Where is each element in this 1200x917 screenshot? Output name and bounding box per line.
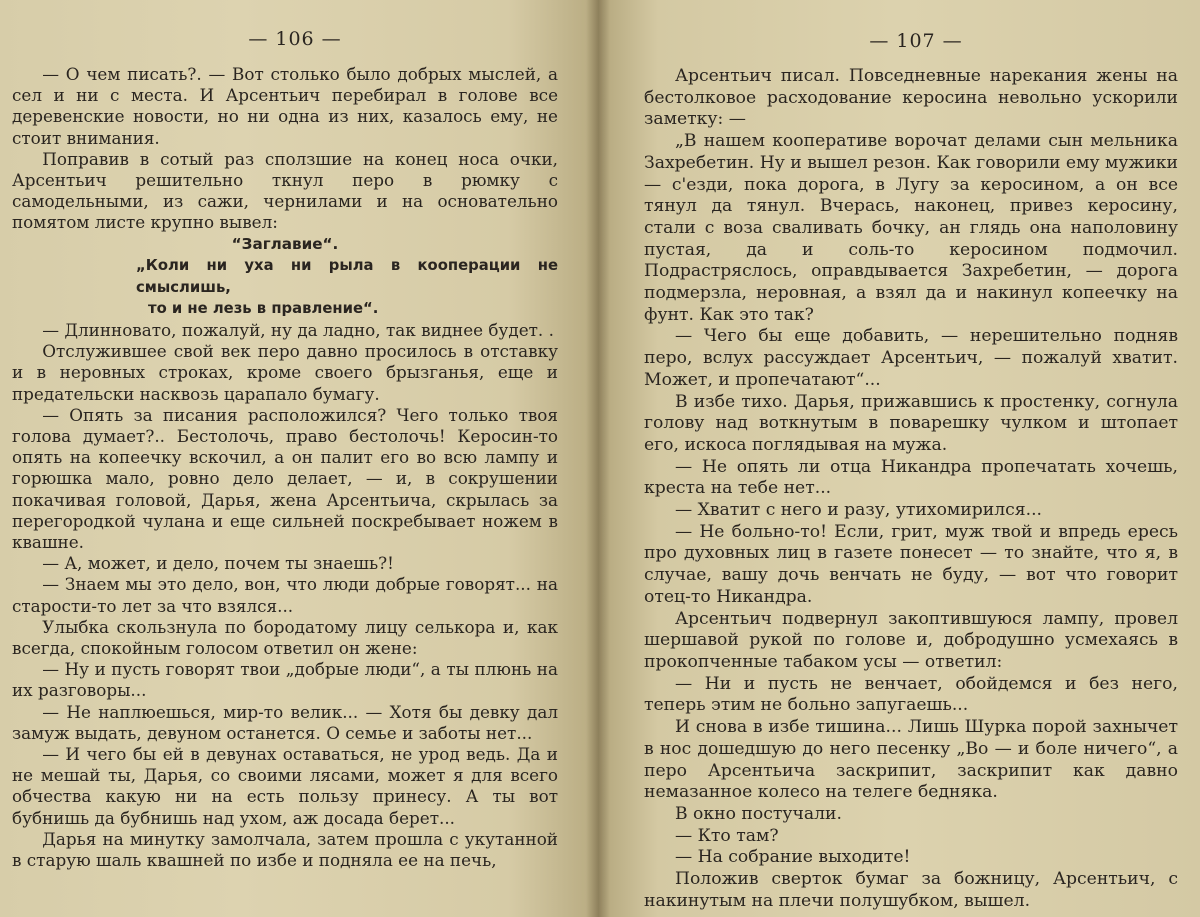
paragraph: Положив сверток бумаг за божницу, Арсентьич, с накинутым на плечи полушубком, вышел. [644,869,1178,911]
paragraph: — Длинновато, пожалуй, ну да ладно, так виднее будет. . [42,319,554,340]
paragraph: — Не наплюешься, мир-то велик... — Хотя бы девку дал замуж выдать, девуном останется. О семье и заботы нет... [12,701,558,743]
paragraph: — Знаем мы это дело, вон, что люди добрые говорят... на старости-то лет за что взялся... [12,574,558,616]
paragraph: — Не больно-то! Если, грит, муж твой и впредь ересь про духовных лиц в газете понесет — то знайте, что я, в случае, вашу дочь венчать не буду, — вот что говорит отец-то Никандра. [644,521,1178,607]
left-page [0,0,598,917]
right-page [598,0,1200,917]
epigraph-line: „Коли ни уха ни рыла в кооперации не смыслишь, [136,256,558,296]
paragraph: — Ни и пусть не венчает, обойдемся и без него, теперь этим не больно запугаешь... [644,673,1178,716]
epigraph-line: то и не лезь в правление“. [148,300,379,318]
paragraph: Арсентьич писал. Повседневные нарекания жены на бестолковое расходование керосина невольно ускорили заметку: — [644,66,1178,130]
paragraph: — На собрание выходите! [674,847,911,868]
paragraph: — Ну и пусть говорят твои „добрые люди“, а ты плюнь на их разговоры... [12,659,558,701]
right-page-body [644,66,1178,912]
written-title: “Заглавие“. [231,234,339,253]
paragraph: — Не опять ли отца Никандра пропечатать хочешь, креста на тебе нет... [644,456,1178,499]
paragraph: — Хватит с него и разу, утихомирился... [674,500,1042,521]
paragraph: Улыбка скользнула по бородатому лицу селькора и, как всегда, спокойным голосом ответил он жене: [12,616,558,658]
paragraph: В окно постучали. [674,803,842,824]
written-epigraph [136,255,558,320]
page-number: — 106 — [248,28,342,50]
page-number: — 107 — [869,30,963,52]
paragraph: Арсентьич подвернул закоптившуюся лампу, провел шершавой рукой по голове и, добродушно усмехаясь в прокопченные табаком усы — ответил: [644,608,1178,672]
written-note: „В нашем кооперативе ворочат делами сын мельника Захребетин. Ну и вышел резон. Как говорили ему мужики — с'езди, пока дорога, в Лугу за керосином, а он все тянул да тянул. Вчерась, наконец, привез керосину, стали с воза сваливать бочку, ан глядь она наполовину пустая, да и соль-то керосином подмочил. Подрастряслось, оправдывается Захребетин, — дорога подмерзла, неровная, а взял да и накинул копеечку на фунт. Как это так? [644,131,1178,325]
paragraph: — Кто там? [674,825,779,846]
paragraph: — О чем писать?. — Вот столько было добрых мыслей, а сел и ни с места. И Арсентьич перебирал в голове все деревенские новости, но ни одна из них, казалось ему, не стоит внимания. [12,64,558,148]
paragraph: — Опять за писания расположился? Чего только твоя голова думает?.. Бестолочь, право бестолочь! Керосин-то опять на копеечку вскочил, а он палит его во всю лампу и горюшка мало, ровно дело делает, — и, в сокрушении покачивая головой, Дарья, жена Арсентьича, скрылась за перегородкой чулана и еще сильней поскребывает ножем в квашне. [12,404,558,552]
paragraph: — И чего бы ей в девунах оставаться, не урод ведь. Да и не мешай ты, Дарья, со своими лясами, может я для всего обчества какую ни на есть пользу принесу. А ты вот бубнишь да бубнишь над ухом, аж досада берет... [12,744,558,828]
paragraph: Дарья на минутку замолчала, затем прошла с укутанной в старую шаль квашней по избе и подняла ее на печь, [12,828,558,871]
paragraph: Поправив в сотый раз сползшие на конец носа очки, Арсентьич решительно ткнул перо в рюмку с самодельными, из сажи, чернилами и на основательно помятом листе крупно вывел: [12,148,558,233]
paragraph: И снова в избе тишина... Лишь Шурка порой захнычет в нос дошедшую до него песенку „Во — и боле ничего“, а перо Арсентьича заскрипит, заскрипит как давно немазанное колесо на телеге бедняка. [644,717,1178,803]
paragraph: В избе тихо. Дарья, прижавшись к простенку, согнула голову над воткнутым в поварешку чулком и штопает его, искоса поглядывая на мужа. [644,391,1178,455]
left-page-body [12,64,558,871]
paragraph: — А, может, и дело, почем ты знаешь?! [42,553,394,574]
paragraph: — Чего бы еще добавить, — нерешительно подняв перо, вслух рассуждает Арсентьич, — пожалуй хватит. Может, и пропечатают“... [644,326,1178,390]
paragraph: Отслужившее свой век перо давно просилось в отставку и в неровных строках, кроме своего брызганья, еще и предательски насквозь царапало бумагу. [12,341,558,404]
